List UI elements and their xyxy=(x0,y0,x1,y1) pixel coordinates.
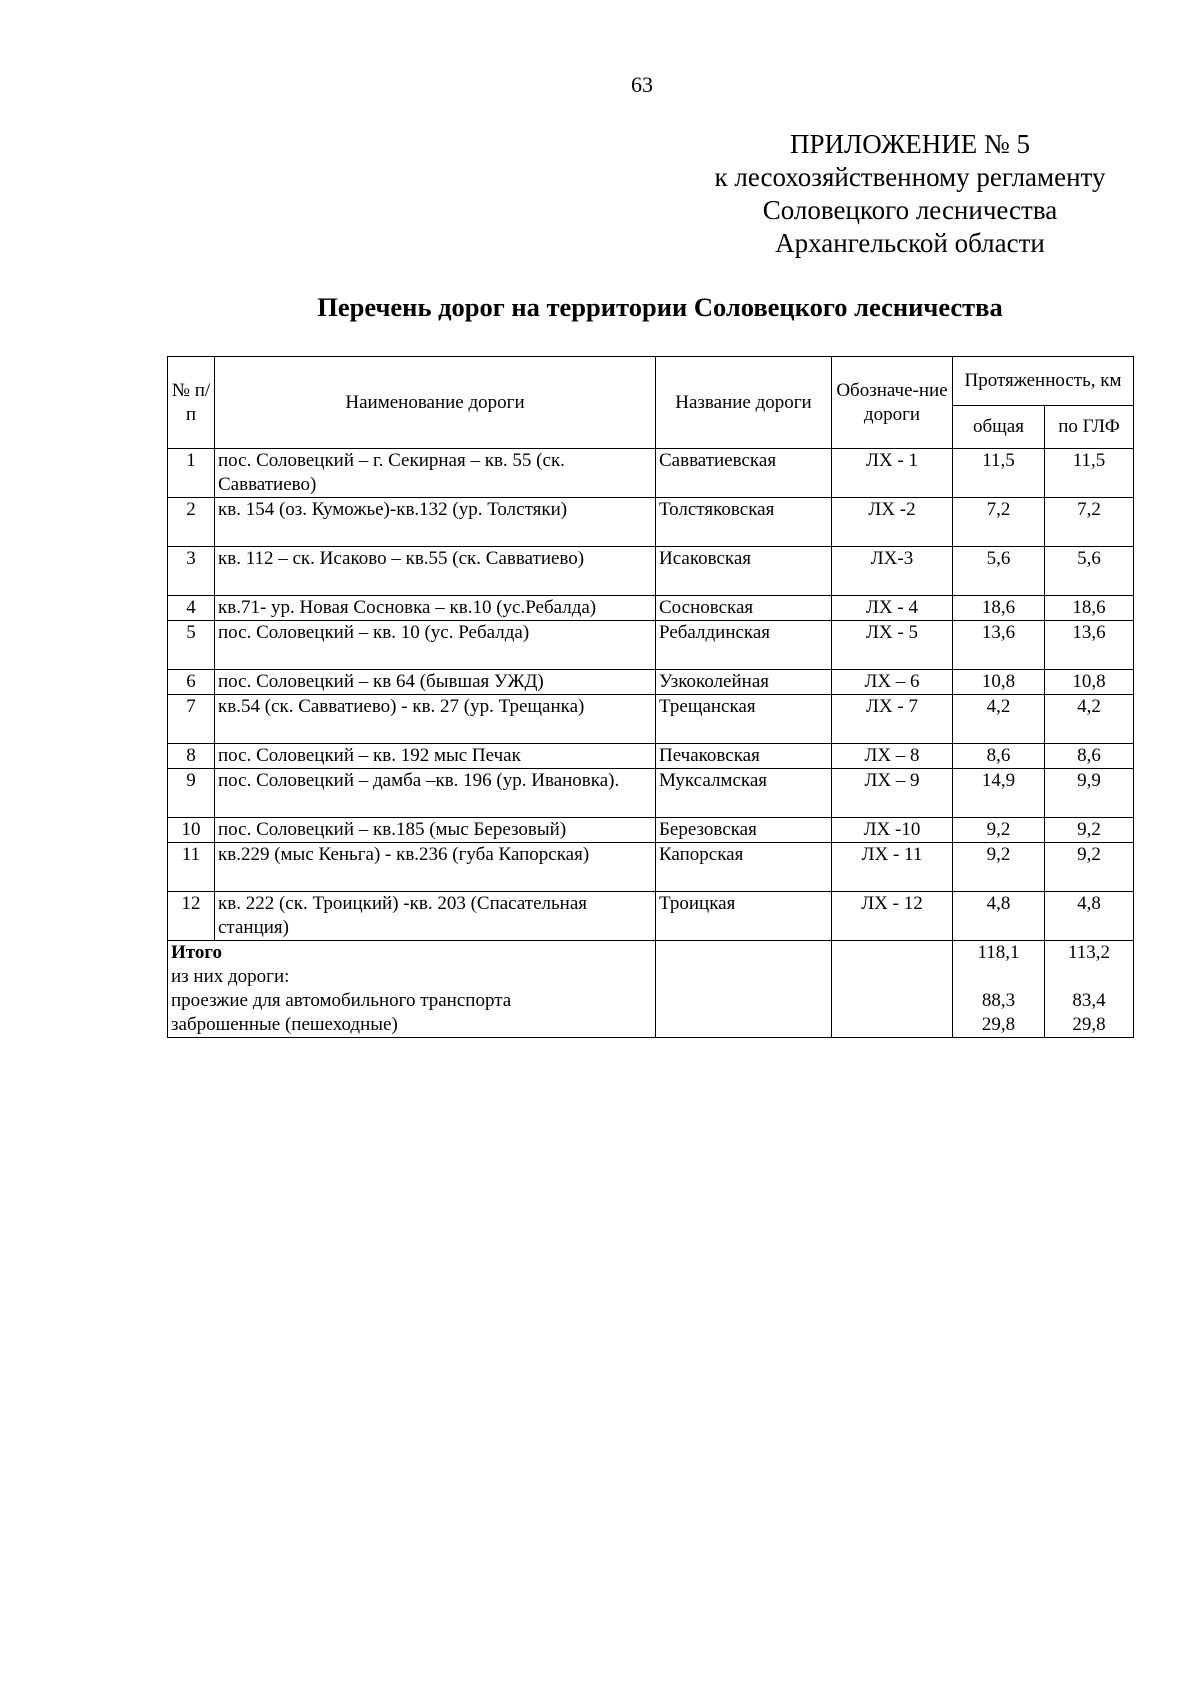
row-route: кв.71- ур. Новая Сосновка – кв.10 (ус.Ребалда) xyxy=(215,596,656,621)
auto-glf: 83,4 xyxy=(1072,990,1106,1011)
row-code: ЛХ – 8 xyxy=(832,744,953,769)
row-glf: 10,8 xyxy=(1045,670,1134,695)
table-row xyxy=(168,670,1134,695)
row-glf: 13,6 xyxy=(1045,621,1134,670)
appendix-line-3: Соловецкого лесничества xyxy=(762,195,1058,225)
row-num: 10 xyxy=(168,818,215,843)
row-num: 3 xyxy=(168,547,215,596)
row-num: 2 xyxy=(168,498,215,547)
row-name: Узкоколейная xyxy=(656,670,832,695)
row-name: Капорская xyxy=(656,843,832,892)
header-route: Наименование дороги xyxy=(215,357,656,449)
header-length: Протяженность, км xyxy=(953,357,1134,406)
row-name: Сосновская xyxy=(656,596,832,621)
row-code: ЛХ -10 xyxy=(832,818,953,843)
row-total: 9,2 xyxy=(953,818,1045,843)
row-num: 1 xyxy=(168,449,215,498)
of-them-total-blank xyxy=(956,965,1041,989)
row-num: 9 xyxy=(168,769,215,818)
row-code: ЛХ – 6 xyxy=(832,670,953,695)
page-number: 63 xyxy=(631,72,653,97)
foot-glf: 29,8 xyxy=(1072,1014,1106,1035)
table-row xyxy=(168,769,1134,818)
row-glf: 7,2 xyxy=(1045,498,1134,547)
row-route: пос. Соловецкий – кв.185 (мыс Березовый) xyxy=(215,818,656,843)
row-total: 18,6 xyxy=(953,596,1045,621)
summary-total-values xyxy=(953,941,1045,1038)
summary-name-empty xyxy=(656,941,832,1038)
itogo-total: 118,1 xyxy=(977,942,1020,963)
row-code: ЛХ -2 xyxy=(832,498,953,547)
table-row xyxy=(168,892,1134,941)
row-total: 11,5 xyxy=(953,449,1045,498)
header-length-glf: по ГЛФ xyxy=(1045,406,1134,449)
row-total: 4,2 xyxy=(953,695,1045,744)
row-total: 13,6 xyxy=(953,621,1045,670)
appendix-line-2: к лесохозяйственному регламенту xyxy=(714,162,1106,192)
foot-roads-label: заброшенные (пешеходные) xyxy=(171,1014,398,1035)
row-total: 14,9 xyxy=(953,769,1045,818)
row-code: ЛХ - 12 xyxy=(832,892,953,941)
row-route: пос. Соловецкий – дамба –кв. 196 (ур. Ивановка). xyxy=(215,769,656,818)
row-route: кв. 112 – ск. Исаково – кв.55 (ск. Савватиево) xyxy=(215,547,656,596)
table-row xyxy=(168,695,1134,744)
summary-glf-values xyxy=(1045,941,1134,1038)
row-num: 11 xyxy=(168,843,215,892)
table-row xyxy=(168,843,1134,892)
row-glf: 4,2 xyxy=(1045,695,1134,744)
auto-total: 88,3 xyxy=(981,990,1016,1011)
row-total: 8,6 xyxy=(953,744,1045,769)
row-name: Савватиевская xyxy=(656,449,832,498)
appendix-line-4: Архангельской области xyxy=(775,228,1045,258)
table-row xyxy=(168,596,1134,621)
row-code: ЛХ-3 xyxy=(832,547,953,596)
row-route: пос. Соловецкий – кв 64 (бывшая УЖД) xyxy=(215,670,656,695)
row-route: кв. 222 (ск. Троицкий) -кв. 203 (Спасательная станция) xyxy=(215,892,656,941)
table-row xyxy=(168,449,1134,498)
table-row xyxy=(168,498,1134,547)
row-num: 5 xyxy=(168,621,215,670)
foot-total: 29,8 xyxy=(981,1014,1016,1035)
row-route: пос. Соловецкий – кв. 10 (ус. Ребалда) xyxy=(215,621,656,670)
header-code: Обозначе-ние дороги xyxy=(832,357,953,449)
roads-table xyxy=(167,356,1134,1038)
row-total: 4,8 xyxy=(953,892,1045,941)
row-num: 6 xyxy=(168,670,215,695)
row-total: 9,2 xyxy=(953,843,1045,892)
row-glf: 5,6 xyxy=(1045,547,1134,596)
row-name: Троицкая xyxy=(656,892,832,941)
summary-code-empty xyxy=(832,941,953,1038)
of-them-glf-blank xyxy=(1048,965,1130,989)
row-glf: 8,6 xyxy=(1045,744,1134,769)
row-route: пос. Соловецкий – г. Секирная – кв. 55 (ск. Савватиево) xyxy=(215,449,656,498)
table-row xyxy=(168,547,1134,596)
row-total: 5,6 xyxy=(953,547,1045,596)
row-code: ЛХ - 11 xyxy=(832,843,953,892)
row-glf: 9,2 xyxy=(1045,843,1134,892)
row-name: Печаковская xyxy=(656,744,832,769)
row-name: Трещанская xyxy=(656,695,832,744)
auto-roads-label: проезжие для автомобильного транспорта xyxy=(171,990,512,1011)
row-num: 12 xyxy=(168,892,215,941)
row-route: кв.54 (ск. Савватиево) - кв. 27 (ур. Трещанка) xyxy=(215,695,656,744)
row-glf: 11,5 xyxy=(1045,449,1134,498)
document-title: Перечень дорог на территории Соловецкого лесничества xyxy=(317,292,1003,322)
table-row xyxy=(168,744,1134,769)
table-row xyxy=(168,818,1134,843)
row-route: кв. 154 (оз. Куможье)-кв.132 (ур. Толстяки) xyxy=(215,498,656,547)
row-code: ЛХ - 1 xyxy=(832,449,953,498)
itogo-label: Итого xyxy=(171,942,223,963)
of-them-label: из них дороги: xyxy=(171,966,290,987)
row-route: кв.229 (мыс Кеньга) - кв.236 (губа Капорская) xyxy=(215,843,656,892)
itogo-glf: 113,2 xyxy=(1067,942,1111,963)
row-name: Исаковская xyxy=(656,547,832,596)
row-code: ЛХ - 7 xyxy=(832,695,953,744)
row-name: Ребалдинская xyxy=(656,621,832,670)
row-glf: 9,9 xyxy=(1045,769,1134,818)
row-num: 8 xyxy=(168,744,215,769)
header-name: Название дороги xyxy=(656,357,832,449)
header-length-total: общая xyxy=(953,406,1045,449)
row-total: 10,8 xyxy=(953,670,1045,695)
table-row xyxy=(168,621,1134,670)
row-num: 4 xyxy=(168,596,215,621)
row-code: ЛХ - 5 xyxy=(832,621,953,670)
row-name: Березовская xyxy=(656,818,832,843)
header-num: № п/п xyxy=(168,357,215,449)
row-route: пос. Соловецкий – кв. 192 мыс Печак xyxy=(215,744,656,769)
row-glf: 18,6 xyxy=(1045,596,1134,621)
row-num: 7 xyxy=(168,695,215,744)
row-code: ЛХ - 4 xyxy=(832,596,953,621)
appendix-header xyxy=(660,128,1160,260)
row-glf: 9,2 xyxy=(1045,818,1134,843)
row-glf: 4,8 xyxy=(1045,892,1134,941)
row-code: ЛХ – 9 xyxy=(832,769,953,818)
summary-labels xyxy=(168,941,656,1038)
row-total: 7,2 xyxy=(953,498,1045,547)
row-name: Толстяковская xyxy=(656,498,832,547)
row-name: Муксалмская xyxy=(656,769,832,818)
appendix-line-1: ПРИЛОЖЕНИЕ № 5 xyxy=(789,129,1031,159)
summary-row xyxy=(168,941,1134,1038)
